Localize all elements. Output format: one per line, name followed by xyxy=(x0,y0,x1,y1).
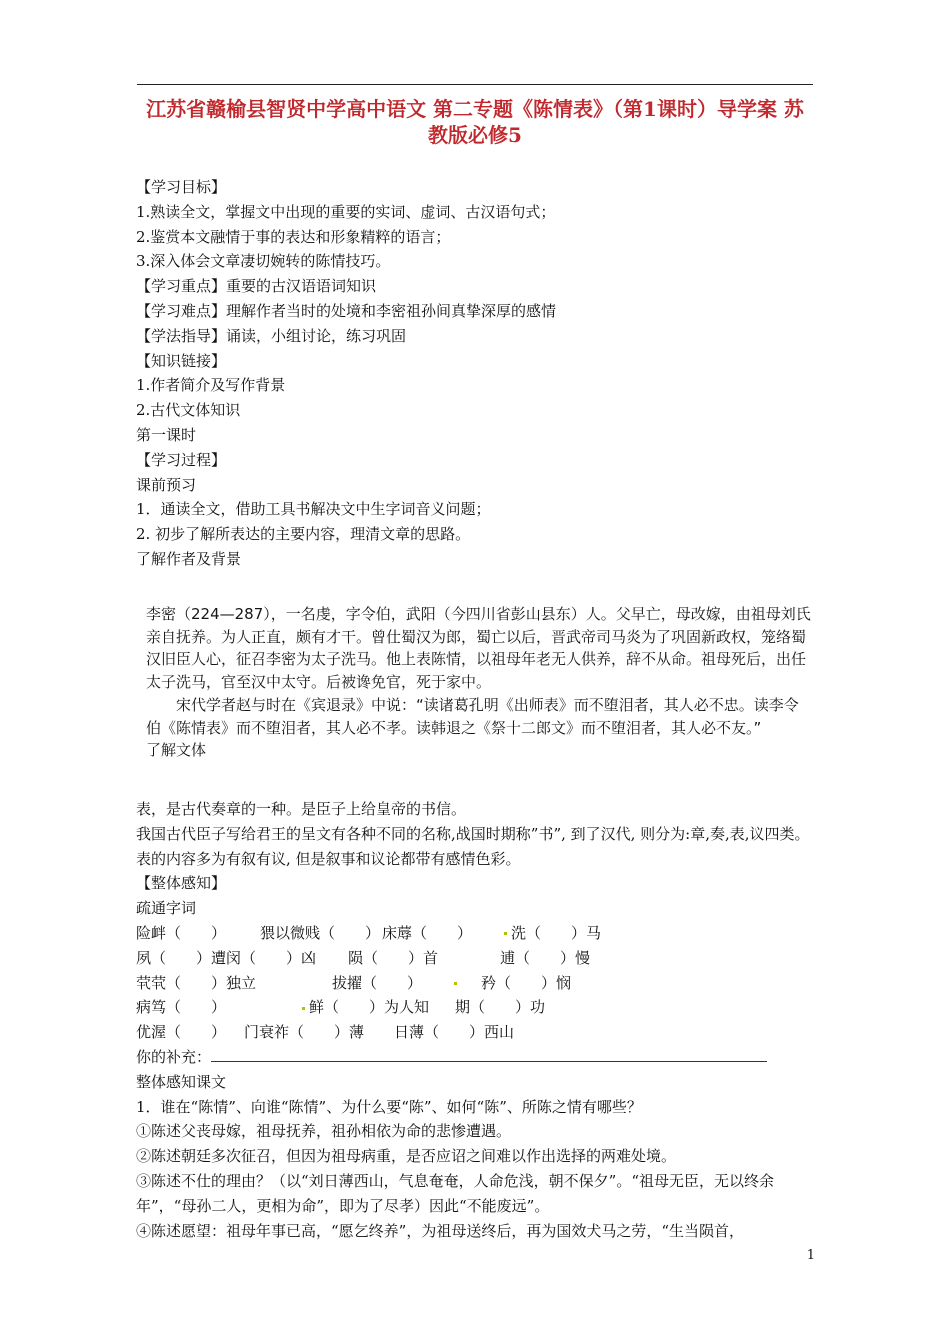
question-line: 1．谁在“陈情”、向谁“陈情”、为什么要“陈”、如何“陈”、所陈之情有哪些？ xyxy=(136,1097,642,1116)
vocab-exercise xyxy=(136,921,816,1070)
header-rule xyxy=(137,84,813,85)
text-line: 2.鉴赏本文融情于事的表达和形象精粹的语言； xyxy=(136,227,451,246)
text-line: 【学习难点】理解作者当时的处境和李密祖孙间真挚深厚的感情 xyxy=(136,301,557,320)
vocab-row xyxy=(136,921,816,946)
vocab-item[interactable]: 夙（ ）遭闵（ ）凶 xyxy=(136,948,317,967)
vocab-item[interactable]: 病笃（ ） xyxy=(136,998,227,1017)
section-heading: 整体感知课文 xyxy=(136,1072,227,1091)
vocab-row xyxy=(136,1020,816,1045)
text-line: 表，是古代奏章的一种。是臣子上给皇帝的书信。 xyxy=(136,800,467,818)
scanned-excerpt xyxy=(146,603,811,762)
vocab-item[interactable]: 鲜（ ）为人知 xyxy=(309,998,430,1017)
text-paragraph: 我国古代臣子写给君王的呈文有各种不同的名称,战国时期称”书”, 到了汉代, 则分为:章,奏,表,议四类。 表的内容多为有叙有议, 但是叙事和议论都带有感情色彩。 xyxy=(136,824,833,868)
quote-paragraph: 宋代学者赵与时在《宾退录》中说：“读诸葛孔明《出师表》而不堕泪者，其人必不忠。读李令伯《陈情表》而不堕泪者，其人必不孝。读韩退之《祭十二郎文》而不堕泪者，其人必不友。” xyxy=(146,695,799,737)
vocab-item[interactable]: 床蓐（ ） xyxy=(382,923,473,942)
vocab-row xyxy=(136,971,816,996)
supplement-blank[interactable] xyxy=(211,1047,767,1062)
text-line: 1.作者简介及写作背景 xyxy=(136,376,286,395)
page-number: 1 xyxy=(806,1248,815,1263)
marker-dot-icon xyxy=(302,1007,305,1010)
vocab-item[interactable]: 逋（ ）慢 xyxy=(500,948,591,967)
text-line: 【学法指导】诵读，小组讨论，练习巩固 xyxy=(136,326,407,345)
vocab-item[interactable]: 门衰祚（ ）薄 xyxy=(244,1023,365,1042)
author-bio: 李密（224—287），一名虔，字令伯，武阳（今四川省彭山县东）人。父早亡，母改嫁，由祖母刘氏亲自抚养。为人正直，颇有才干。曾仕蜀汉为郎，蜀亡以后，晋武帝司马炎为了巩固新政权，笼络蜀汉旧臣人心，征召李密为太子洗马。他上表陈情，以祖母年老无人供养，辞不从命。祖母死后，出任太子洗马，官至汉中太守。后被谗免官，死于家中。 xyxy=(146,605,811,692)
section-heading: 【整体感知】 xyxy=(136,874,227,893)
text-line: 2.古代文体知识 xyxy=(136,401,241,420)
vocab-item[interactable]: 优渥（ ） xyxy=(136,1023,227,1042)
vocab-item[interactable]: 猥以微贱（ ） xyxy=(260,923,381,942)
text-line: 【学习重点】重要的古汉语语词知识 xyxy=(136,277,377,296)
vocab-item[interactable]: 矜（ ）悯 xyxy=(481,973,572,992)
text-line: 2. 初步了解所表达的主要内容，理清文章的思路。 xyxy=(136,525,471,544)
marker-dot-icon xyxy=(504,932,507,935)
section-heading: 【知识链接】 xyxy=(136,351,227,370)
supplement-label: 你的补充： xyxy=(136,1047,212,1066)
supplement-row xyxy=(136,1045,816,1070)
text-line: 课前预习 xyxy=(136,475,197,494)
vocab-item[interactable]: 茕茕（ ）独立 xyxy=(136,973,257,992)
text-line: 第一课时 xyxy=(136,425,197,444)
answer-line: ①陈述父丧母嫁，祖母抚养，祖孙相依为命的悲惨遭遇。 xyxy=(136,1122,512,1141)
body-top xyxy=(136,175,816,572)
vocab-item[interactable]: 日薄（ ）西山 xyxy=(394,1023,515,1042)
answer-line: ②陈述朝廷多次征召，但因为祖母病重，是否应诏之间难以作出选择的两难处境。 xyxy=(136,1147,677,1166)
answer-line: ④陈述愿望：祖母年事已高，“愿乞终养”，为祖母送终后，再为国效犬马之劳，“生当陨首， xyxy=(136,1221,745,1240)
genre-heading: 了解文体 xyxy=(146,741,207,760)
vocab-item[interactable]: 拔擢（ ） xyxy=(332,973,423,992)
text-line: 3.深入体会文章凄切婉转的陈情技巧。 xyxy=(136,252,391,271)
marker-dot-icon xyxy=(454,982,457,985)
section-heading: 【学习过程】 xyxy=(136,450,227,469)
section-heading: 【学习目标】 xyxy=(136,178,227,196)
text-line: 1.熟读全文，掌握文中出现的重要的实词、虚词、古汉语句式； xyxy=(136,202,556,221)
vocab-item[interactable]: 洗（ ）马 xyxy=(511,923,602,942)
body-bottom xyxy=(136,797,833,1243)
vocab-row xyxy=(136,946,816,971)
text-line: 1．通读全文，借助工具书解决文中生字词音义问题； xyxy=(136,500,491,519)
document-title: 江苏省赣榆县智贤中学高中语文 第二专题《陈情表》（第1课时）导学案 苏教版必修5 xyxy=(146,97,804,147)
vocab-item[interactable]: 期（ ）功 xyxy=(455,998,546,1017)
vocab-row xyxy=(136,995,816,1020)
text-line: 了解作者及背景 xyxy=(136,549,242,568)
text-line: 疏通字词 xyxy=(136,899,197,918)
vocab-item[interactable]: 陨（ ）首 xyxy=(348,948,439,967)
vocab-item[interactable]: 险衅（ ） xyxy=(136,923,227,942)
answer-paragraph: ③陈述不仕的理由？（以“刘日薄西山，气息奄奄，人命危浅，朝不保夕”。“祖母无臣，无以终余年”，“母孙二人，更相为命”，即为了尽孝）因此“不能废远”。 xyxy=(136,1171,775,1215)
